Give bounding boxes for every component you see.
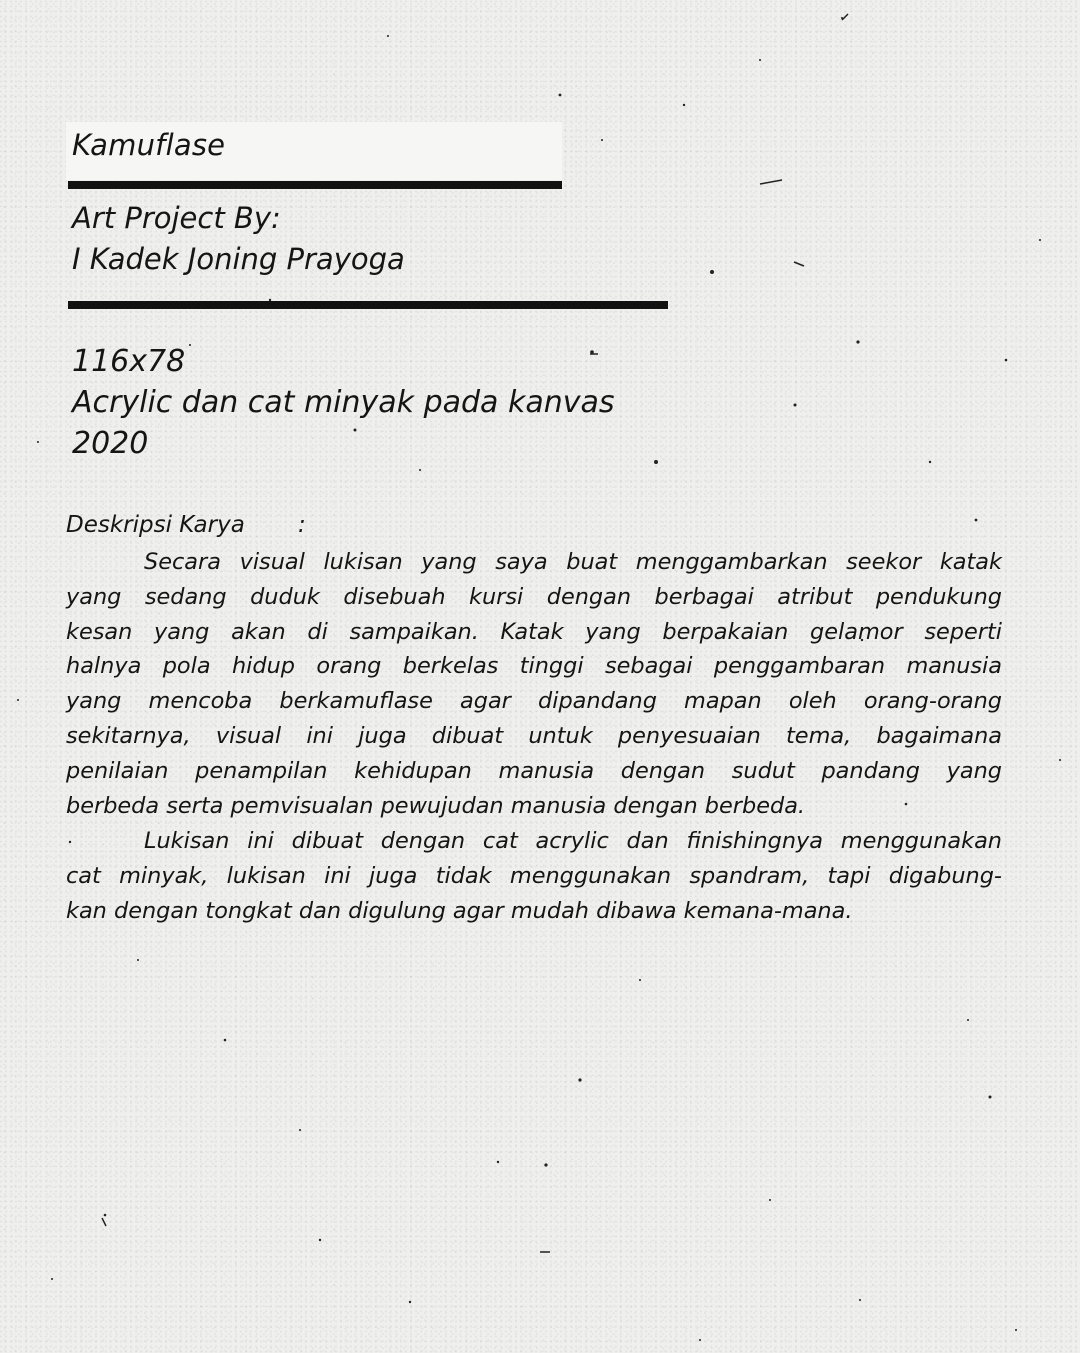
title-divider [68, 181, 562, 189]
paragraph-line: halnya pola hidup orang berkelas tinggi sebagai penggambaran manusia [66, 653, 1002, 680]
paragraph-line: kesan yang akan di sampaikan. Katak yang berpakaian gelamor seperti [66, 618, 1002, 645]
paragraph-line: sekitarnya, visual ini juga dibuat untuk penyesuaian tema, bagaimana [66, 722, 1002, 749]
artwork-size: 116x78 [72, 344, 186, 379]
artist-name: I Kadek Joning Prayoga [72, 242, 405, 276]
description-paragraph-2 [66, 824, 1002, 928]
artwork-year: 2020 [72, 426, 149, 461]
artwork-medium: Acrylic dan cat minyak pada kanvas [72, 385, 615, 420]
paragraph-line: kan dengan tongkat dan digulung agar mudah dibawa kemana-mana. [66, 897, 853, 924]
description-paragraph-1 [66, 545, 1002, 823]
artwork-details [72, 341, 615, 464]
paragraph-line: yang mencoba berkamuflase agar dipandang mapan oleh orang-orang [66, 688, 1002, 715]
paragraph-line: penilaian penampilan kehidupan manusia dengan sudut pandang yang [66, 757, 1002, 784]
paragraph-line: berbeda serta pemvisualan pewujudan manusia dengan berbeda. [66, 792, 806, 819]
byline-divider [68, 301, 668, 309]
paragraph-line: yang sedang duduk disebuah kursi dengan berbagai atribut pendukung [66, 583, 1002, 610]
description-colon: : [298, 512, 306, 538]
paragraph-line: Lukisan ini dibuat dengan cat acrylic dan finishingnya menggunakan [144, 828, 1002, 854]
byline-label: Art Project By: [72, 201, 281, 235]
paragraph-line: cat minyak, lukisan ini juga tidak menggunakan spandram, tapi digabung- [66, 862, 1002, 889]
description-label: Deskripsi Karya [66, 512, 245, 538]
artwork-title: Kamuflase [72, 128, 226, 162]
byline [72, 198, 405, 280]
paragraph-line: Secara visual lukisan yang saya buat menggambarkan seekor katak [144, 549, 1002, 575]
